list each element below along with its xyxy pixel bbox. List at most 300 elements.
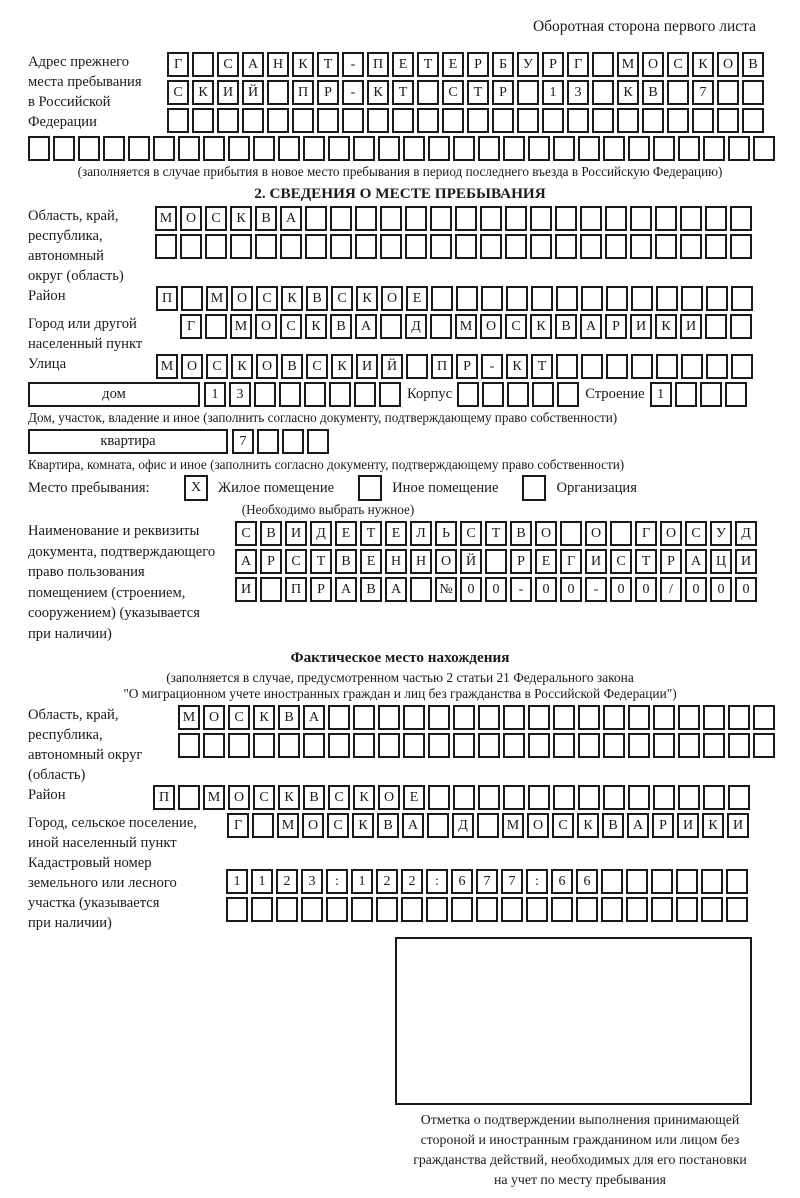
char-cell[interactable]: 1 xyxy=(204,382,226,407)
char-cell[interactable]: С xyxy=(610,549,632,574)
char-cell[interactable]: В xyxy=(335,549,357,574)
char-cell[interactable]: Р xyxy=(467,52,489,77)
char-cell[interactable]: И xyxy=(585,549,607,574)
char-cell[interactable]: - xyxy=(342,52,364,77)
char-cell[interactable] xyxy=(478,136,500,161)
char-cell[interactable]: А xyxy=(627,813,649,838)
char-cell[interactable] xyxy=(442,108,464,133)
char-cell[interactable]: Р xyxy=(542,52,564,77)
char-cell[interactable]: О xyxy=(180,206,202,231)
char-cell[interactable]: 2 xyxy=(401,869,423,894)
char-cell[interactable]: О xyxy=(435,549,457,574)
char-cell[interactable]: Р xyxy=(310,577,332,602)
char-cell[interactable] xyxy=(653,136,675,161)
char-cell[interactable] xyxy=(517,108,539,133)
char-cell[interactable]: М xyxy=(155,206,177,231)
char-cell[interactable]: К xyxy=(356,286,378,311)
char-cell[interactable]: Д xyxy=(405,314,427,339)
checkbox-residential-premises[interactable]: X xyxy=(184,475,208,501)
char-cell[interactable] xyxy=(592,80,614,105)
char-cell[interactable] xyxy=(329,382,351,407)
char-cell[interactable]: С xyxy=(206,354,228,379)
char-cell[interactable] xyxy=(278,733,300,758)
char-cell[interactable] xyxy=(428,136,450,161)
char-cell[interactable]: Д xyxy=(310,521,332,546)
char-cell[interactable] xyxy=(403,733,425,758)
char-cell[interactable] xyxy=(180,234,202,259)
char-cell[interactable]: Б xyxy=(492,52,514,77)
char-cell[interactable]: О xyxy=(480,314,502,339)
char-cell[interactable]: В xyxy=(278,705,300,730)
char-cell[interactable] xyxy=(403,136,425,161)
char-cell[interactable] xyxy=(167,108,189,133)
char-cell[interactable]: Е xyxy=(385,521,407,546)
char-cell[interactable]: К xyxy=(506,354,528,379)
char-cell[interactable]: К xyxy=(231,354,253,379)
char-cell[interactable]: 0 xyxy=(460,577,482,602)
char-cell[interactable] xyxy=(228,136,250,161)
char-cell[interactable]: Г xyxy=(635,521,657,546)
char-cell[interactable] xyxy=(330,234,352,259)
char-cell[interactable] xyxy=(477,813,499,838)
char-cell[interactable] xyxy=(528,785,550,810)
char-cell[interactable]: 7 xyxy=(476,869,498,894)
char-cell[interactable]: С xyxy=(306,354,328,379)
char-cell[interactable] xyxy=(380,314,402,339)
char-cell[interactable]: И xyxy=(677,813,699,838)
char-cell[interactable]: 2 xyxy=(276,869,298,894)
char-cell[interactable]: Й xyxy=(460,549,482,574)
char-cell[interactable]: О xyxy=(378,785,400,810)
char-cell[interactable]: Г xyxy=(180,314,202,339)
char-cell[interactable] xyxy=(503,785,525,810)
char-cell[interactable]: Й xyxy=(381,354,403,379)
char-cell[interactable] xyxy=(630,206,652,231)
char-cell[interactable] xyxy=(556,286,578,311)
char-cell[interactable] xyxy=(28,136,50,161)
char-cell[interactable] xyxy=(260,577,282,602)
char-cell[interactable] xyxy=(353,705,375,730)
char-cell[interactable] xyxy=(355,234,377,259)
char-cell[interactable]: Е xyxy=(442,52,464,77)
char-cell[interactable] xyxy=(192,52,214,77)
char-cell[interactable]: С xyxy=(205,206,227,231)
char-cell[interactable]: М xyxy=(206,286,228,311)
char-cell[interactable]: И xyxy=(217,80,239,105)
char-cell[interactable]: 0 xyxy=(610,577,632,602)
char-cell[interactable]: Г xyxy=(167,52,189,77)
checkbox-organization[interactable] xyxy=(522,475,546,501)
char-cell[interactable]: А xyxy=(402,813,424,838)
char-cell[interactable] xyxy=(453,136,475,161)
char-cell[interactable]: Р xyxy=(260,549,282,574)
char-cell[interactable] xyxy=(403,705,425,730)
char-cell[interactable] xyxy=(282,429,304,454)
char-cell[interactable] xyxy=(326,897,348,922)
char-cell[interactable] xyxy=(128,136,150,161)
char-cell[interactable] xyxy=(456,286,478,311)
char-cell[interactable] xyxy=(503,733,525,758)
char-cell[interactable]: Д xyxy=(452,813,474,838)
char-cell[interactable]: С xyxy=(460,521,482,546)
char-cell[interactable]: К xyxy=(692,52,714,77)
char-cell[interactable] xyxy=(578,705,600,730)
char-cell[interactable] xyxy=(706,354,728,379)
char-cell[interactable] xyxy=(653,705,675,730)
char-cell[interactable]: У xyxy=(517,52,539,77)
char-cell[interactable] xyxy=(517,80,539,105)
char-cell[interactable]: В xyxy=(255,206,277,231)
char-cell[interactable]: О xyxy=(660,521,682,546)
char-cell[interactable]: М xyxy=(230,314,252,339)
char-cell[interactable]: А xyxy=(385,577,407,602)
char-cell[interactable]: С xyxy=(327,813,349,838)
char-cell[interactable] xyxy=(676,897,698,922)
char-cell[interactable]: О xyxy=(585,521,607,546)
char-cell[interactable] xyxy=(578,785,600,810)
char-cell[interactable] xyxy=(626,869,648,894)
char-cell[interactable] xyxy=(430,234,452,259)
char-cell[interactable] xyxy=(242,108,264,133)
char-cell[interactable]: И xyxy=(727,813,749,838)
char-cell[interactable] xyxy=(678,733,700,758)
char-cell[interactable]: В xyxy=(742,52,764,77)
char-cell[interactable]: В xyxy=(602,813,624,838)
char-cell[interactable]: И xyxy=(630,314,652,339)
char-cell[interactable] xyxy=(753,136,775,161)
char-cell[interactable] xyxy=(303,733,325,758)
char-cell[interactable] xyxy=(680,206,702,231)
char-cell[interactable]: 0 xyxy=(735,577,757,602)
char-cell[interactable] xyxy=(528,705,550,730)
char-cell[interactable]: Т xyxy=(417,52,439,77)
char-cell[interactable] xyxy=(555,206,577,231)
char-cell[interactable]: С xyxy=(228,705,250,730)
char-cell[interactable]: Ц xyxy=(710,549,732,574)
char-cell[interactable] xyxy=(253,733,275,758)
char-cell[interactable]: В xyxy=(510,521,532,546)
char-cell[interactable]: С xyxy=(280,314,302,339)
char-cell[interactable] xyxy=(251,897,273,922)
char-cell[interactable] xyxy=(717,108,739,133)
char-cell[interactable] xyxy=(731,286,753,311)
char-cell[interactable] xyxy=(730,234,752,259)
char-cell[interactable] xyxy=(328,705,350,730)
char-cell[interactable]: Е xyxy=(335,521,357,546)
char-cell[interactable] xyxy=(642,108,664,133)
char-cell[interactable]: 0 xyxy=(685,577,707,602)
char-cell[interactable] xyxy=(503,705,525,730)
char-cell[interactable]: М xyxy=(178,705,200,730)
char-cell[interactable]: В xyxy=(330,314,352,339)
char-cell[interactable] xyxy=(253,136,275,161)
char-cell[interactable]: / xyxy=(660,577,682,602)
char-cell[interactable] xyxy=(228,733,250,758)
char-cell[interactable] xyxy=(351,897,373,922)
char-cell[interactable] xyxy=(457,382,479,407)
char-cell[interactable] xyxy=(257,429,279,454)
char-cell[interactable] xyxy=(578,733,600,758)
char-cell[interactable] xyxy=(417,80,439,105)
char-cell[interactable]: 1 xyxy=(650,382,672,407)
char-cell[interactable] xyxy=(628,705,650,730)
char-cell[interactable]: С xyxy=(217,52,239,77)
char-cell[interactable]: 3 xyxy=(301,869,323,894)
char-cell[interactable]: В xyxy=(281,354,303,379)
char-cell[interactable] xyxy=(492,108,514,133)
char-cell[interactable] xyxy=(353,136,375,161)
char-cell[interactable] xyxy=(254,382,276,407)
char-cell[interactable] xyxy=(553,785,575,810)
char-cell[interactable] xyxy=(453,785,475,810)
char-cell[interactable] xyxy=(342,108,364,133)
char-cell[interactable]: П xyxy=(153,785,175,810)
char-cell[interactable] xyxy=(485,549,507,574)
char-cell[interactable] xyxy=(505,206,527,231)
char-cell[interactable]: 0 xyxy=(710,577,732,602)
char-cell[interactable]: В xyxy=(306,286,328,311)
char-cell[interactable] xyxy=(478,733,500,758)
char-cell[interactable]: 7 xyxy=(501,869,523,894)
char-cell[interactable] xyxy=(678,785,700,810)
char-cell[interactable]: Е xyxy=(535,549,557,574)
char-cell[interactable] xyxy=(742,80,764,105)
char-cell[interactable] xyxy=(230,234,252,259)
char-cell[interactable] xyxy=(328,733,350,758)
char-cell[interactable] xyxy=(628,733,650,758)
char-cell[interactable] xyxy=(601,869,623,894)
char-cell[interactable]: С xyxy=(667,52,689,77)
char-cell[interactable] xyxy=(742,108,764,133)
char-cell[interactable]: А xyxy=(235,549,257,574)
char-cell[interactable] xyxy=(378,733,400,758)
char-cell[interactable] xyxy=(480,206,502,231)
char-cell[interactable]: М xyxy=(156,354,178,379)
char-cell[interactable] xyxy=(576,897,598,922)
char-cell[interactable] xyxy=(178,733,200,758)
char-cell[interactable] xyxy=(655,234,677,259)
char-cell[interactable]: : xyxy=(526,869,548,894)
char-cell[interactable] xyxy=(376,897,398,922)
char-cell[interactable] xyxy=(181,286,203,311)
char-cell[interactable]: С xyxy=(331,286,353,311)
char-cell[interactable] xyxy=(655,206,677,231)
char-cell[interactable]: О xyxy=(535,521,557,546)
char-cell[interactable] xyxy=(178,136,200,161)
char-cell[interactable] xyxy=(430,314,452,339)
char-cell[interactable] xyxy=(703,733,725,758)
char-cell[interactable] xyxy=(617,108,639,133)
char-cell[interactable] xyxy=(455,206,477,231)
char-cell[interactable] xyxy=(103,136,125,161)
char-cell[interactable] xyxy=(530,234,552,259)
char-cell[interactable] xyxy=(753,733,775,758)
char-cell[interactable] xyxy=(428,785,450,810)
char-cell[interactable]: К xyxy=(577,813,599,838)
char-cell[interactable] xyxy=(603,733,625,758)
char-cell[interactable]: Т xyxy=(531,354,553,379)
char-cell[interactable]: Р xyxy=(605,314,627,339)
char-cell[interactable]: 0 xyxy=(560,577,582,602)
char-cell[interactable] xyxy=(217,108,239,133)
char-cell[interactable]: О xyxy=(302,813,324,838)
char-cell[interactable]: 6 xyxy=(551,869,573,894)
char-cell[interactable] xyxy=(503,136,525,161)
char-cell[interactable]: С xyxy=(442,80,464,105)
char-cell[interactable] xyxy=(53,136,75,161)
char-cell[interactable] xyxy=(701,897,723,922)
char-cell[interactable] xyxy=(278,136,300,161)
char-cell[interactable] xyxy=(706,286,728,311)
char-cell[interactable] xyxy=(556,354,578,379)
char-cell[interactable]: 0 xyxy=(485,577,507,602)
char-cell[interactable] xyxy=(330,206,352,231)
char-cell[interactable]: 1 xyxy=(226,869,248,894)
char-cell[interactable]: М xyxy=(203,785,225,810)
char-cell[interactable] xyxy=(305,206,327,231)
char-cell[interactable] xyxy=(226,897,248,922)
char-cell[interactable] xyxy=(681,286,703,311)
char-cell[interactable]: П xyxy=(431,354,453,379)
char-cell[interactable]: 7 xyxy=(232,429,254,454)
char-cell[interactable] xyxy=(153,136,175,161)
char-cell[interactable]: Р xyxy=(317,80,339,105)
char-cell[interactable]: А xyxy=(335,577,357,602)
char-cell[interactable]: Р xyxy=(492,80,514,105)
char-cell[interactable] xyxy=(606,354,628,379)
char-cell[interactable] xyxy=(728,136,750,161)
char-cell[interactable]: К xyxy=(281,286,303,311)
char-cell[interactable]: 6 xyxy=(451,869,473,894)
char-cell[interactable]: В xyxy=(642,80,664,105)
char-cell[interactable] xyxy=(726,869,748,894)
char-cell[interactable] xyxy=(427,813,449,838)
char-cell[interactable]: О xyxy=(231,286,253,311)
char-cell[interactable] xyxy=(279,382,301,407)
char-cell[interactable] xyxy=(651,897,673,922)
char-cell[interactable]: Т xyxy=(310,549,332,574)
char-cell[interactable]: - xyxy=(510,577,532,602)
char-cell[interactable]: А xyxy=(685,549,707,574)
char-cell[interactable] xyxy=(410,577,432,602)
char-cell[interactable] xyxy=(728,705,750,730)
char-cell[interactable] xyxy=(203,136,225,161)
char-cell[interactable]: О xyxy=(256,354,278,379)
char-cell[interactable] xyxy=(603,705,625,730)
char-cell[interactable] xyxy=(610,521,632,546)
char-cell[interactable] xyxy=(681,354,703,379)
char-cell[interactable] xyxy=(531,286,553,311)
char-cell[interactable]: К xyxy=(367,80,389,105)
char-cell[interactable] xyxy=(703,705,725,730)
char-cell[interactable]: С xyxy=(328,785,350,810)
char-cell[interactable] xyxy=(307,429,329,454)
char-cell[interactable] xyxy=(155,234,177,259)
char-cell[interactable]: Т xyxy=(392,80,414,105)
char-cell[interactable] xyxy=(380,206,402,231)
checkbox-other-premises[interactable] xyxy=(358,475,382,501)
char-cell[interactable] xyxy=(276,897,298,922)
char-cell[interactable]: У xyxy=(710,521,732,546)
char-cell[interactable] xyxy=(703,785,725,810)
char-cell[interactable] xyxy=(528,733,550,758)
char-cell[interactable] xyxy=(507,382,529,407)
char-cell[interactable] xyxy=(328,136,350,161)
char-cell[interactable] xyxy=(542,108,564,133)
char-cell[interactable] xyxy=(592,108,614,133)
char-cell[interactable]: 3 xyxy=(229,382,251,407)
char-cell[interactable]: К xyxy=(292,52,314,77)
char-cell[interactable]: 1 xyxy=(351,869,373,894)
char-cell[interactable] xyxy=(378,705,400,730)
char-cell[interactable] xyxy=(528,136,550,161)
char-cell[interactable] xyxy=(753,705,775,730)
char-cell[interactable]: - xyxy=(481,354,503,379)
char-cell[interactable] xyxy=(280,234,302,259)
char-cell[interactable] xyxy=(505,234,527,259)
char-cell[interactable] xyxy=(405,234,427,259)
char-cell[interactable]: А xyxy=(580,314,602,339)
char-cell[interactable] xyxy=(506,286,528,311)
char-cell[interactable] xyxy=(725,382,747,407)
char-cell[interactable]: № xyxy=(435,577,457,602)
char-cell[interactable]: Г xyxy=(560,549,582,574)
char-cell[interactable] xyxy=(578,136,600,161)
char-cell[interactable] xyxy=(700,382,722,407)
char-cell[interactable]: Т xyxy=(635,549,657,574)
char-cell[interactable] xyxy=(581,354,603,379)
char-cell[interactable] xyxy=(532,382,554,407)
char-cell[interactable] xyxy=(667,108,689,133)
char-cell[interactable] xyxy=(453,705,475,730)
char-cell[interactable]: 1 xyxy=(542,80,564,105)
char-cell[interactable]: И xyxy=(680,314,702,339)
char-cell[interactable]: Ь xyxy=(435,521,457,546)
char-cell[interactable]: Н xyxy=(385,549,407,574)
char-cell[interactable]: Л xyxy=(410,521,432,546)
char-cell[interactable] xyxy=(267,108,289,133)
char-cell[interactable]: А xyxy=(280,206,302,231)
char-cell[interactable]: Г xyxy=(227,813,249,838)
char-cell[interactable]: Е xyxy=(360,549,382,574)
char-cell[interactable]: И xyxy=(735,549,757,574)
char-cell[interactable]: А xyxy=(303,705,325,730)
char-cell[interactable]: О xyxy=(642,52,664,77)
char-cell[interactable]: С xyxy=(167,80,189,105)
char-cell[interactable] xyxy=(580,206,602,231)
char-cell[interactable]: С xyxy=(235,521,257,546)
char-cell[interactable]: Й xyxy=(242,80,264,105)
char-cell[interactable] xyxy=(605,234,627,259)
char-cell[interactable]: М xyxy=(617,52,639,77)
char-cell[interactable] xyxy=(480,234,502,259)
char-cell[interactable]: А xyxy=(242,52,264,77)
char-cell[interactable] xyxy=(592,52,614,77)
char-cell[interactable]: М xyxy=(277,813,299,838)
char-cell[interactable] xyxy=(380,234,402,259)
char-cell[interactable]: К xyxy=(702,813,724,838)
char-cell[interactable]: - xyxy=(342,80,364,105)
char-cell[interactable] xyxy=(701,869,723,894)
char-cell[interactable]: И xyxy=(356,354,378,379)
char-cell[interactable]: О xyxy=(255,314,277,339)
char-cell[interactable]: К xyxy=(278,785,300,810)
char-cell[interactable] xyxy=(603,136,625,161)
char-cell[interactable]: Р xyxy=(660,549,682,574)
char-cell[interactable] xyxy=(580,234,602,259)
char-cell[interactable]: С xyxy=(685,521,707,546)
char-cell[interactable]: Е xyxy=(392,52,414,77)
